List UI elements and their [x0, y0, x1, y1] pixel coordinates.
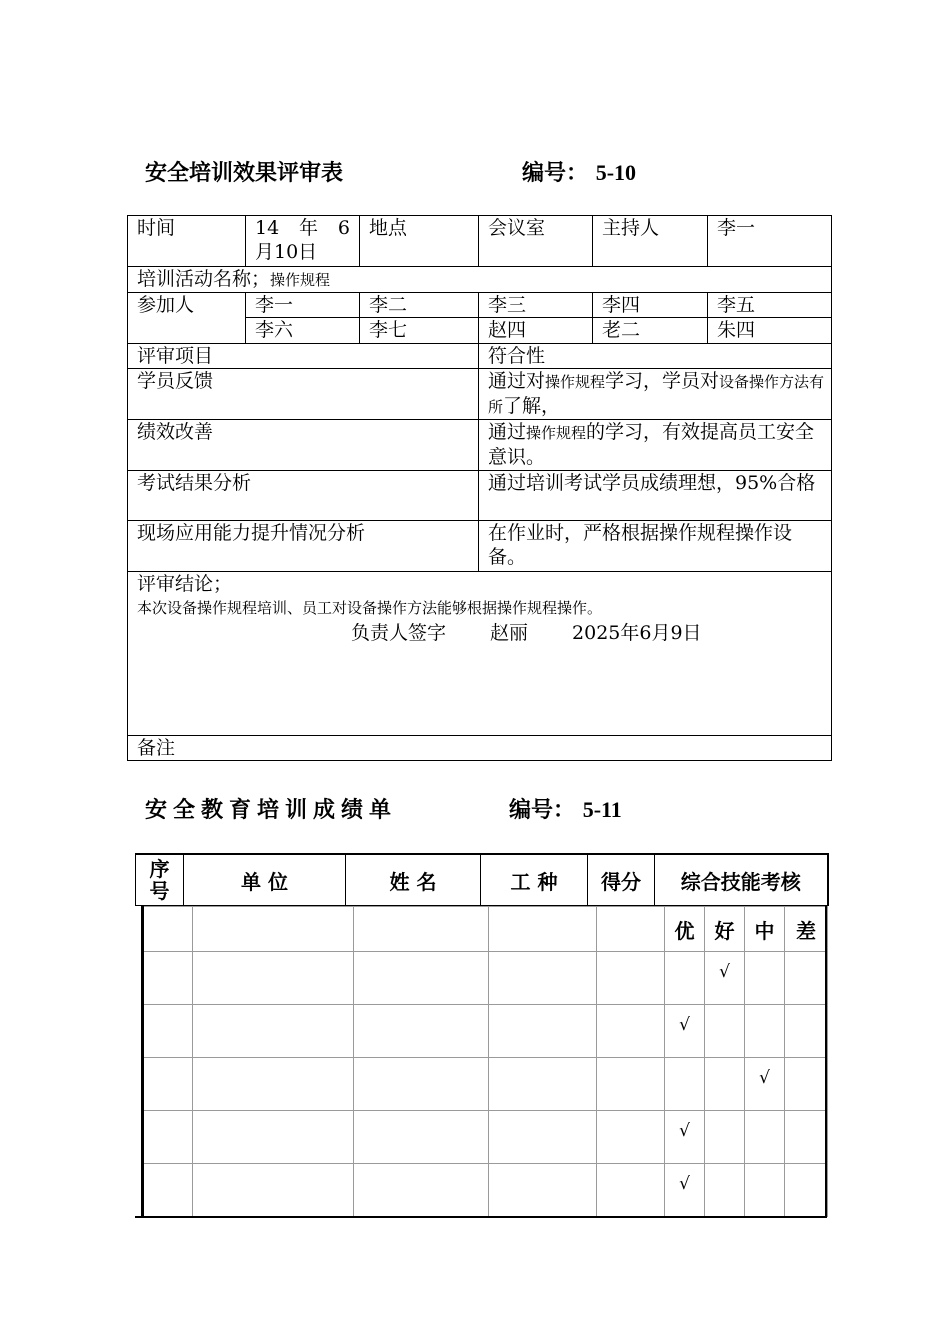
check-mark: √	[679, 1015, 690, 1035]
header-name: 姓 名	[346, 854, 481, 906]
review-item-name: 学员反馈	[128, 369, 479, 420]
header-seq-line2: 号	[149, 878, 170, 903]
remark-label: 备注	[128, 736, 832, 761]
job-cell	[489, 952, 597, 1005]
participant: 朱四	[708, 318, 832, 344]
participant: 李五	[708, 293, 832, 318]
activity-value: 操作规程	[270, 271, 331, 289]
place-label: 地点	[360, 216, 479, 267]
form1-title: 安全培训效果评审表	[145, 160, 344, 186]
grade-cell-poor	[785, 1005, 828, 1058]
job-cell	[489, 1111, 597, 1164]
time-label: 时间	[128, 216, 246, 267]
participant: 李二	[360, 293, 479, 318]
name-cell	[354, 1111, 489, 1164]
header-seq	[136, 854, 184, 906]
grade-cell-good	[705, 952, 745, 1005]
score-cell	[597, 1058, 665, 1111]
job-cell	[489, 1164, 597, 1217]
unit-cell	[193, 1005, 354, 1058]
review-item-name: 现场应用能力提升情况分析	[128, 521, 479, 572]
score-table-body	[143, 906, 828, 1217]
time-value	[246, 216, 360, 267]
grade-cell-excellent	[665, 1111, 705, 1164]
review-item-name: 绩效改善	[128, 420, 479, 471]
grade-cell-excellent	[665, 952, 705, 1005]
grade-cell-average	[745, 1005, 785, 1058]
seq-cell	[144, 1164, 193, 1217]
form1-code-label: 编号：	[522, 160, 589, 186]
place-value: 会议室	[479, 216, 593, 267]
cell-empty	[597, 907, 665, 952]
form2-title: 安全教育培训成绩单	[145, 797, 398, 823]
participant: 赵四	[479, 318, 593, 344]
grade-cell-poor	[785, 1111, 828, 1164]
job-cell	[489, 1058, 597, 1111]
conclusion-label: 评审结论；	[137, 573, 233, 595]
form2-title-bar	[145, 793, 397, 824]
seq-cell	[144, 1005, 193, 1058]
grade-cell-average	[745, 952, 785, 1005]
grade-cell-excellent	[665, 1005, 705, 1058]
check-mark: √	[759, 1068, 770, 1088]
grade-cell-poor	[785, 952, 828, 1005]
form1-code-value: 5-10	[595, 160, 637, 185]
host-value: 李一	[708, 216, 832, 267]
seq-cell	[144, 1058, 193, 1111]
sign-name: 赵丽	[490, 622, 529, 644]
check-mark: √	[679, 1174, 690, 1194]
form1-title-bar	[145, 156, 343, 187]
cell-empty	[193, 907, 354, 952]
time-value-line1: 14 年 6	[255, 217, 350, 239]
score-cell	[597, 952, 665, 1005]
score-row	[144, 1058, 828, 1111]
sign-label: 负责人签字	[351, 622, 447, 644]
form2-code-label: 编号：	[509, 797, 576, 823]
grade-cell-average	[745, 1058, 785, 1111]
score-row	[144, 952, 828, 1005]
participant: 李一	[246, 293, 360, 318]
grade-average: 中	[745, 907, 785, 952]
header-seq-line1: 序	[149, 856, 170, 881]
grade-cell-excellent	[665, 1164, 705, 1217]
grade-cell-good	[705, 1164, 745, 1217]
conclusion-text: 本次设备操作规程培训、员工对设备操作方法能够根据操作规程操作。	[137, 599, 603, 617]
form2-code-value: 5-11	[582, 797, 622, 822]
participant: 李六	[246, 318, 360, 344]
host-label: 主持人	[593, 216, 708, 267]
grade-good: 好	[705, 907, 745, 952]
cell-empty	[144, 907, 193, 952]
grade-cell-good	[705, 1005, 745, 1058]
conformity-label: 符合性	[479, 344, 832, 369]
review-item-result: 在作业时，严格根据操作规程操作设备。	[479, 521, 832, 572]
score-cell	[597, 1111, 665, 1164]
participant: 李七	[360, 318, 479, 344]
grade-cell-good	[705, 1111, 745, 1164]
result-text: 通过操作规程的学习，有效提高员工安全意识。	[488, 421, 815, 468]
header-score: 得分	[588, 854, 655, 906]
signature-line	[137, 620, 831, 646]
score-row	[144, 1005, 828, 1058]
score-row	[144, 1111, 828, 1164]
job-cell	[489, 1005, 597, 1058]
conclusion-cell	[128, 572, 832, 736]
header-assessment: 综合技能考核	[655, 854, 828, 906]
grade-cell-excellent	[665, 1058, 705, 1111]
seq-cell	[144, 952, 193, 1005]
name-cell	[354, 1164, 489, 1217]
check-mark: √	[679, 1121, 690, 1141]
form2-code	[509, 793, 622, 824]
name-cell	[354, 1005, 489, 1058]
review-item-label: 评审项目	[128, 344, 479, 369]
score-row	[144, 1164, 828, 1217]
participants-label: 参加人	[128, 293, 246, 344]
sign-date: 2025年6月9日	[572, 622, 702, 644]
participant: 老二	[593, 318, 708, 344]
participant: 李四	[593, 293, 708, 318]
header-unit: 单 位	[184, 854, 346, 906]
review-item-result: 通过培训考试学员成绩理想，95%合格	[479, 471, 832, 521]
grade-cell-good	[705, 1058, 745, 1111]
unit-cell	[193, 1058, 354, 1111]
check-mark: √	[719, 962, 730, 982]
unit-cell	[193, 952, 354, 1005]
name-cell	[354, 952, 489, 1005]
review-item-result	[479, 420, 832, 471]
header-job: 工 种	[481, 854, 588, 906]
name-cell	[354, 1058, 489, 1111]
table-left-border	[141, 906, 144, 1218]
activity-label: 培训活动名称；	[137, 268, 271, 290]
score-cell	[597, 1164, 665, 1217]
activity-row	[128, 267, 832, 293]
grade-cell-average	[745, 1111, 785, 1164]
score-table-header	[135, 853, 829, 906]
grade-excellent: 优	[665, 907, 705, 952]
table-right-border	[825, 906, 827, 1218]
table-bottom-border	[135, 1216, 827, 1218]
grade-cell-poor	[785, 1164, 828, 1217]
time-value-line2: 月10日	[255, 241, 318, 263]
grade-cell-poor	[785, 1058, 828, 1111]
review-table	[127, 215, 832, 761]
review-item-result	[479, 369, 832, 420]
cell-empty	[489, 907, 597, 952]
participant: 李三	[479, 293, 593, 318]
grade-poor: 差	[785, 907, 828, 952]
score-cell	[597, 1005, 665, 1058]
review-item-name: 考试结果分析	[128, 471, 479, 521]
form1-code	[522, 156, 636, 187]
result-text: 通过对操作规程学习，学员对设备操作方法有所了解，	[488, 370, 825, 417]
seq-cell	[144, 1111, 193, 1164]
grade-cell-average	[745, 1164, 785, 1217]
unit-cell	[193, 1164, 354, 1217]
unit-cell	[193, 1111, 354, 1164]
cell-empty	[354, 907, 489, 952]
